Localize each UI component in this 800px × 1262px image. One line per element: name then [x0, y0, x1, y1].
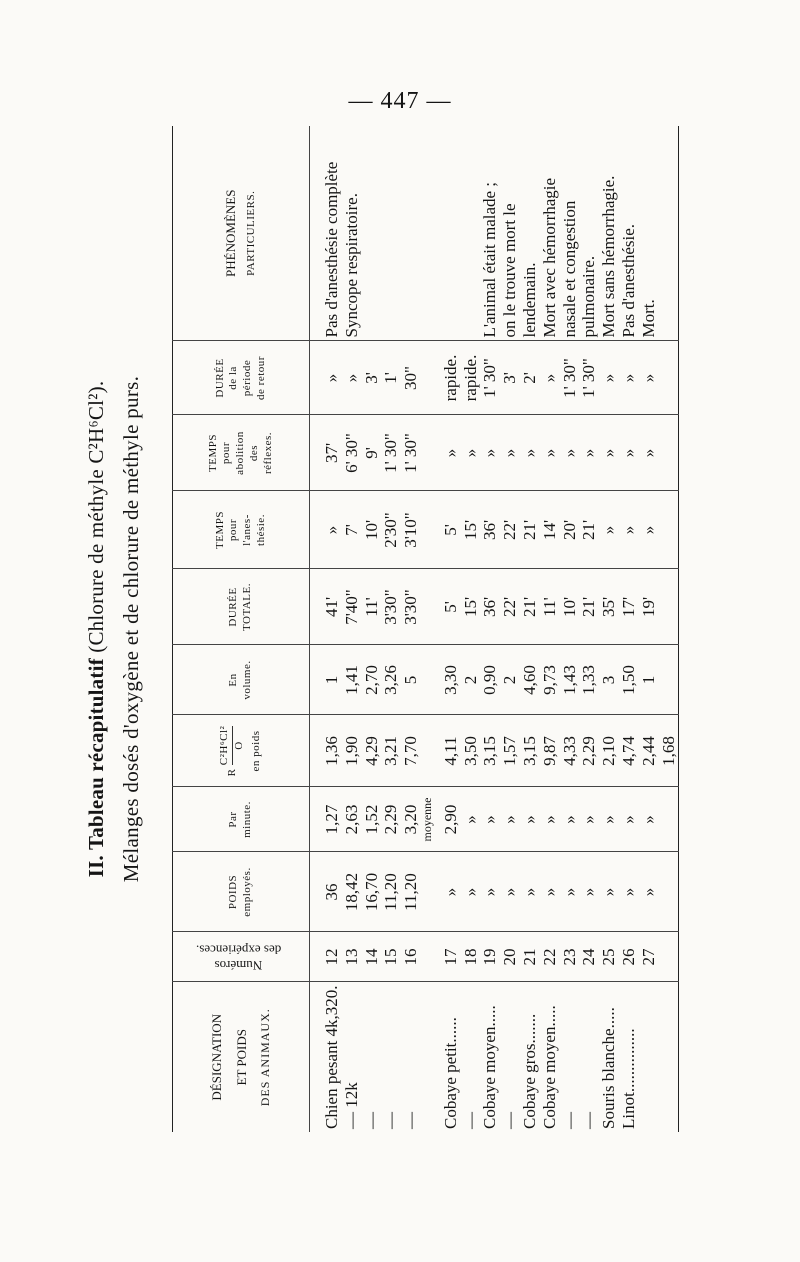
table-cell: »: [460, 815, 480, 824]
table-cell: »: [440, 448, 460, 458]
col-poids: [310, 852, 679, 932]
header-numeros: Numéros des expériences.: [173, 932, 310, 982]
header-poids: POIDS employés.: [173, 852, 310, 932]
table-cell: Mort avec hémorrhagie: [539, 177, 559, 338]
table-cell: Chien pesant 4k,320.: [322, 985, 341, 1129]
table-cell: »: [539, 815, 559, 824]
table-cell: [421, 856, 441, 929]
table-cell: 21': [519, 596, 539, 618]
header-par-minute: Par minute.: [173, 787, 310, 852]
table-cell: 3,30: [440, 665, 460, 695]
table-cell: 1' 30": [559, 358, 579, 398]
col-rapport: [310, 715, 679, 787]
header-phenomenes: PHÉNOMÈNES PARTICULIERS.: [173, 126, 310, 341]
table-cell: »: [618, 525, 638, 535]
table-cell: 1: [322, 675, 341, 685]
header-volume: En volume.: [173, 645, 310, 715]
table-cell: rapide.: [460, 354, 480, 402]
table-cell: [421, 936, 441, 979]
table-cell: 5: [401, 675, 421, 685]
table-cell: 4,29: [361, 736, 381, 766]
col-phenomenes: [310, 126, 679, 341]
table-cell: 17: [440, 948, 460, 966]
table-cell: 2,70: [361, 665, 381, 695]
table-cell: »: [559, 815, 579, 824]
table-subtitle: Mélanges dosés d'oxygène et de chlorure de méthyle purs.: [119, 375, 143, 883]
header-rapport: R C²H⁶Cl² O en poids: [173, 715, 310, 787]
table-cell: 11,20: [401, 873, 421, 911]
table-cell: »: [519, 887, 539, 897]
table-cell: Cobaye moyen.....: [539, 1005, 559, 1129]
table-cell: 15': [460, 596, 480, 618]
table-cell: 19: [480, 948, 500, 966]
table-cell: 21': [519, 519, 539, 541]
table-cell: [362, 129, 382, 338]
table-cell: Cobaye moyen.....: [480, 1005, 500, 1129]
table-cell: 1,68: [658, 736, 678, 766]
table-cell: 2,63: [341, 804, 361, 835]
table-cell: 26: [618, 948, 638, 966]
table-cell: 16: [401, 948, 421, 966]
table-cell: 22': [500, 596, 520, 618]
table-cell: 1: [638, 675, 658, 685]
table-cell: »: [579, 887, 599, 897]
table-cell: lendemain.: [519, 262, 539, 338]
table-cell: 4,11: [440, 736, 460, 766]
table-cell: 11,20: [381, 873, 401, 911]
table-cell: »: [500, 815, 520, 824]
table-cell: Mort.: [638, 299, 658, 338]
table-cell: 20: [500, 948, 520, 966]
table-cell: 2,29: [381, 804, 401, 835]
table-cell: 21': [579, 596, 599, 618]
table-cell: 37': [322, 442, 341, 464]
table-cell: 7,70: [401, 736, 421, 766]
table-cell: [421, 129, 441, 338]
table-cell: »: [519, 448, 539, 458]
table-cell: 2: [500, 675, 520, 685]
table-cell: [421, 573, 441, 642]
table-cell: 11': [539, 597, 559, 617]
table-cell: 1,52: [361, 804, 381, 835]
table-cell: [421, 345, 441, 412]
header-temps-anesthesie: TEMPS pour l'anes- thésie.: [173, 491, 310, 569]
table-cell: 1,57: [500, 736, 520, 766]
table-cell: 36': [480, 596, 500, 618]
table-cell: on le trouve mort le: [500, 203, 520, 338]
table-cell: »: [618, 373, 638, 383]
table-cell: »: [480, 815, 500, 824]
table-cell: 3,21: [381, 736, 401, 766]
table-cell: 5': [440, 601, 460, 613]
table-cell: 1,43: [559, 665, 579, 695]
table-cell: —: [381, 1112, 401, 1129]
table-cell: 25: [599, 948, 619, 966]
table-cell: 4,60: [519, 665, 539, 695]
table-cell: 2,90: [440, 804, 460, 835]
table-cell: Cobaye petit......: [440, 1017, 460, 1129]
table-cell: 1,36: [322, 736, 341, 766]
table-cell: 1' 30": [579, 358, 599, 398]
table-cell: 36': [480, 519, 500, 541]
table-cell: 6' 30": [341, 433, 361, 473]
table-cell: 5': [440, 524, 460, 536]
table-cell: »: [618, 887, 638, 897]
table-cell: 18,42: [341, 872, 361, 912]
table-cell: 27: [638, 948, 658, 966]
table-cell: 1': [381, 372, 401, 384]
table-cell: 24: [579, 948, 599, 966]
table-cell: 2': [519, 372, 539, 384]
table-cell: 17': [618, 596, 638, 618]
table-cell: »: [322, 373, 341, 383]
table-cell: —: [460, 1112, 480, 1129]
table-cell: Pas d'anesthésie.: [618, 223, 638, 338]
table-cell: Cobaye gros.......: [519, 1013, 539, 1129]
table-cell: »: [638, 448, 658, 458]
table-cell: 1' 30": [401, 433, 421, 473]
table-cell: »: [539, 448, 559, 458]
table-cell: 4,33: [559, 736, 579, 766]
table-cell: Pas d'anesthésie complète: [322, 161, 341, 338]
table-cell: 1' 30": [480, 358, 500, 398]
table-cell: —: [401, 1112, 421, 1129]
col-temps-reflexes: [310, 415, 679, 491]
col-duree-totale: [310, 569, 679, 645]
table-cell: 7'40": [341, 589, 361, 625]
table-cell: 2,10: [599, 736, 619, 766]
table-cell: »: [460, 887, 480, 897]
table-cell: »: [559, 887, 579, 897]
table-cell: »: [322, 525, 341, 535]
table-cell: 30": [401, 366, 421, 390]
table-cell: 1,33: [579, 665, 599, 695]
title-block: [80, 126, 172, 1132]
col-duree-retour: [310, 341, 679, 415]
table-cell: —: [361, 1112, 381, 1129]
table-cell: 3,26: [381, 665, 401, 695]
table-cell: »: [599, 887, 619, 897]
table-title: [80, 126, 109, 1132]
table-cell: [381, 129, 401, 338]
table-cell: [421, 986, 441, 1130]
table-cell: 14': [539, 519, 559, 541]
table-cell: »: [618, 815, 638, 824]
table-cell: rapide.: [440, 354, 460, 402]
header-designation: DÉSIGNATION ET POIDS DES ANIMAUX.: [173, 982, 310, 1132]
table-cell: 1' 30": [381, 433, 401, 473]
table-cell: 1,90: [341, 736, 361, 766]
recap-table: [172, 126, 679, 1132]
col-volume: [310, 645, 679, 715]
table-cell: 2,29: [579, 736, 599, 766]
table-cell: 21': [579, 519, 599, 541]
table-body-row: [310, 126, 679, 1132]
table-cell: »: [638, 525, 658, 535]
table-cell: 3'30": [381, 589, 401, 625]
table-cell: — 12k: [341, 1082, 361, 1129]
table-cell: 1,41: [341, 665, 361, 695]
table-cell: Syncope respiratoire.: [341, 193, 361, 338]
table-cell: 16,70: [361, 872, 381, 912]
table-cell: 2'30": [381, 512, 401, 548]
table-cell: 20': [559, 519, 579, 541]
table-cell: »: [539, 373, 559, 383]
table-cell: »: [519, 815, 539, 824]
table-cell: 10': [559, 596, 579, 618]
table-cell: [421, 719, 441, 784]
table-cell: 0,90: [480, 665, 500, 695]
table-cell: 3': [500, 372, 520, 384]
table-cell: »: [638, 815, 658, 824]
table-cell: »: [579, 815, 599, 824]
table-cell: 19': [638, 596, 658, 618]
table-cell: 14: [361, 948, 381, 966]
table-cell: 22: [539, 948, 559, 966]
table-cell: 3,15: [480, 736, 500, 766]
table-cell: »: [638, 373, 658, 383]
table-cell: L'animal était malade ;: [480, 181, 500, 338]
table-cell: 9,87: [539, 736, 559, 766]
col-designation: [310, 982, 679, 1132]
table-cell: 3: [599, 675, 619, 685]
table-cell: [421, 495, 441, 566]
table-cell: 3,20: [401, 804, 421, 835]
header-duree-retour: DURÉE de la période de retour: [173, 341, 310, 415]
table-cell: 23: [559, 948, 579, 966]
table-cell: 35': [599, 596, 619, 618]
table-cell: moyenne: [419, 797, 434, 842]
table-cell: 3,50: [460, 736, 480, 766]
table-cell: »: [579, 448, 599, 458]
table-cell: nasale et congestion: [559, 200, 579, 338]
table-cell: Souris blanche.....: [599, 1007, 619, 1129]
table-cell: »: [539, 887, 559, 897]
table-cell: 22': [500, 519, 520, 541]
table-cell: 41': [322, 596, 341, 618]
table-cell: 1,27: [322, 804, 341, 835]
table-cell: 12: [322, 948, 341, 966]
header-row: [173, 126, 310, 1132]
table-cell: 9,73: [539, 665, 559, 695]
table-cell: 2: [460, 675, 480, 685]
table-cell: »: [599, 373, 619, 383]
table-cell: 36: [322, 883, 341, 901]
table-cell: 10': [361, 519, 381, 541]
table-cell: —: [579, 1112, 599, 1129]
table-title-prefix: II. Tableau récapitulatif: [84, 658, 108, 878]
table-cell: 15: [381, 948, 401, 966]
table-cell: 3'10": [401, 512, 421, 548]
table-cell: 4,74: [618, 736, 638, 766]
table-cell: »: [500, 448, 520, 458]
col-numeros: [310, 932, 679, 982]
rotated-table-page: [80, 126, 690, 1132]
table-cell: 11': [361, 597, 381, 617]
table-cell: »: [341, 373, 361, 383]
table-cell: »: [638, 887, 658, 897]
table-cell: [401, 129, 421, 338]
table-cell: »: [599, 448, 619, 458]
table-cell: »: [599, 815, 619, 824]
table-cell: »: [480, 448, 500, 458]
table-cell: 3': [361, 372, 381, 384]
table-cell: 3,15: [519, 736, 539, 766]
table-cell: 15': [460, 519, 480, 541]
table-cell: 9': [361, 447, 381, 459]
table-cell: 1,50: [618, 665, 638, 695]
table-cell: »: [599, 525, 619, 535]
table-cell: Linot...............: [618, 1028, 638, 1129]
table-cell: »: [440, 887, 460, 897]
table-cell: 13: [341, 948, 361, 966]
table-cell: [461, 129, 481, 338]
page-number: — 447 —: [348, 88, 452, 114]
table-cell: »: [559, 448, 579, 458]
table-cell: »: [480, 887, 500, 897]
table-cell: 2,44: [638, 736, 658, 766]
table-cell: 3'30": [401, 589, 421, 625]
table-cell: 21: [519, 948, 539, 966]
table-title-rest: (Chlorure de méthyle C²H⁶Cl²).: [84, 380, 108, 653]
header-duree-totale: DURÉE TOTALE.: [173, 569, 310, 645]
table-cell: 7': [341, 524, 361, 536]
table-cell: —: [500, 1112, 520, 1129]
table-cell: 18: [460, 948, 480, 966]
table-cell: [421, 419, 441, 488]
table-cell: »: [500, 887, 520, 897]
table-cell: pulmonaire.: [579, 255, 599, 338]
header-temps-reflexes: TEMPS pour abolition des réflexes.: [173, 415, 310, 491]
table-cell: —: [559, 1112, 579, 1129]
table-cell: »: [618, 448, 638, 458]
table-cell: »: [460, 448, 480, 458]
table-cell: [421, 649, 441, 712]
col-temps-anesthesie: [310, 491, 679, 569]
table-cell: Mort sans hémorrhagie.: [599, 175, 619, 338]
table-cell: [441, 129, 461, 338]
col-par-minute: [310, 787, 679, 852]
